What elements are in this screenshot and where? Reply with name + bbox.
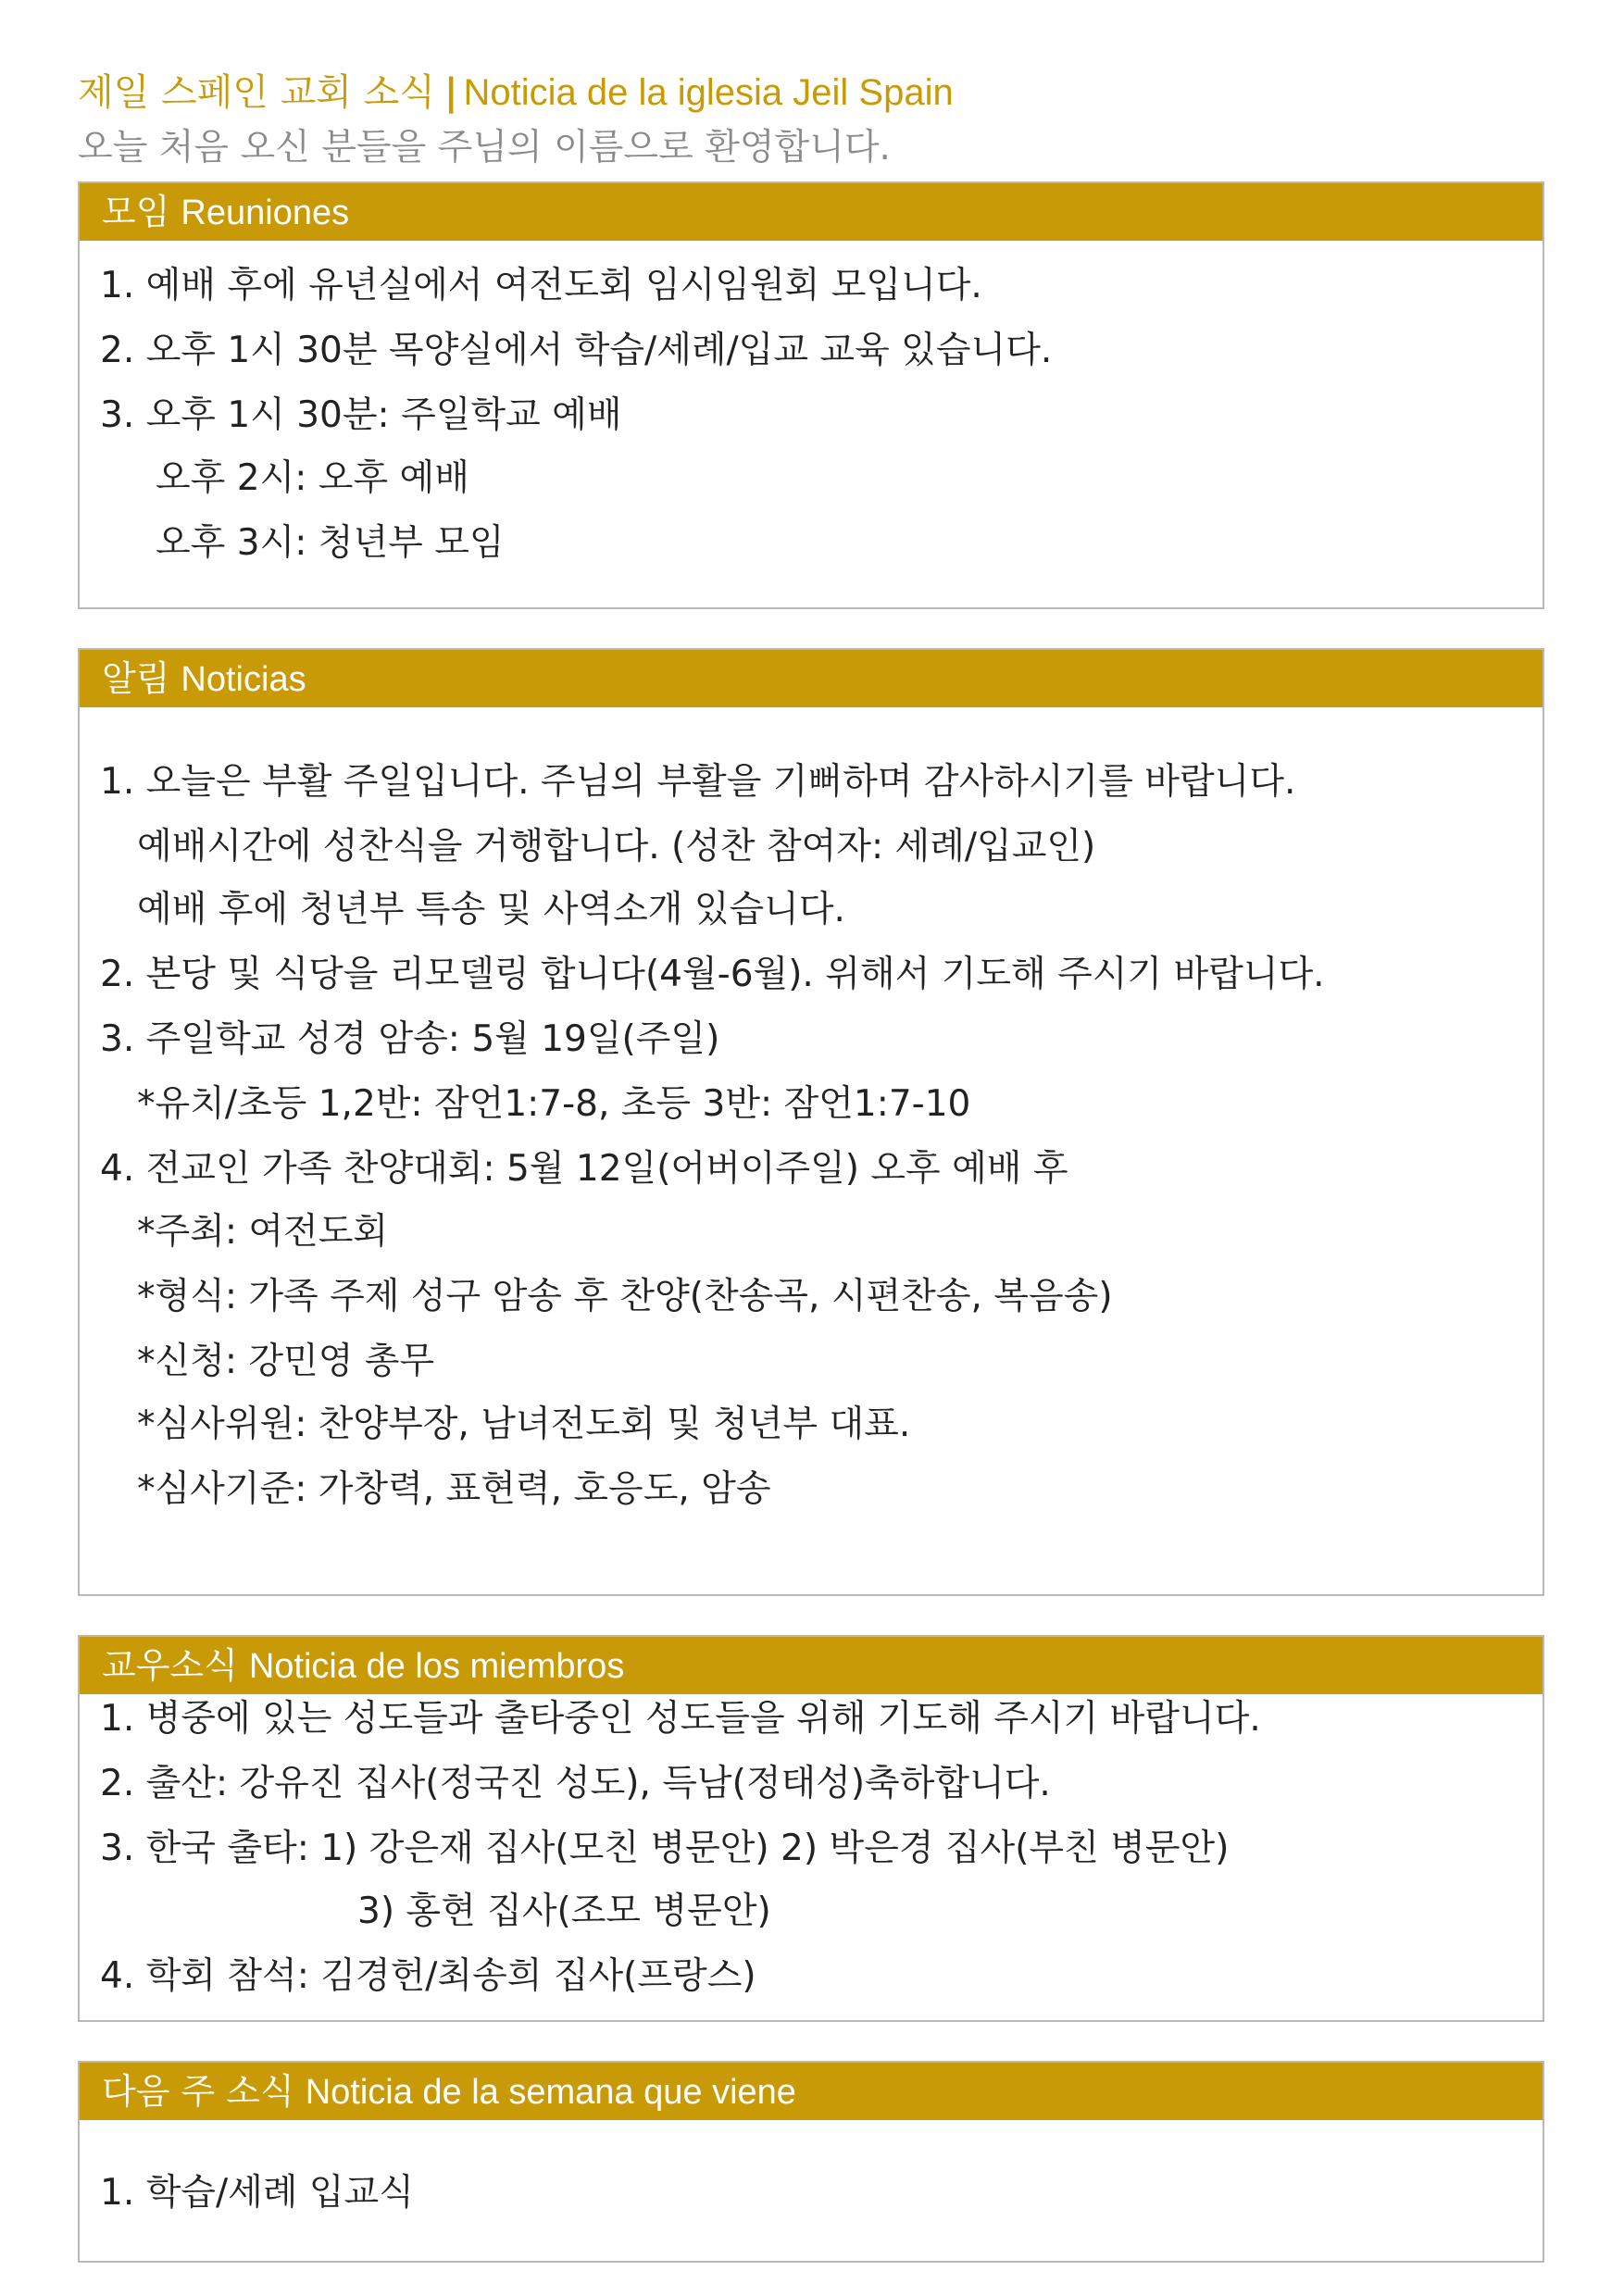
section-title-spanish: Noticias [181,660,306,699]
section-header [80,2063,1543,2120]
list-item: *형식: 가족 주제 성구 암송 후 찬양(찬송곡, 시편찬송, 복음송) [137,1276,1113,1317]
list-item: 예배 후에 청년부 특송 및 사역소개 있습니다. [137,889,845,930]
list-item: 1. 예배 후에 유년실에서 여전도회 임시임원회 모입니다. [100,265,982,306]
welcome-message: 오늘 처음 오신 분들을 주님의 이름으로 환영합니다. [78,127,891,168]
list-item: 3. 한국 출타: 1) 강은재 집사(모친 병문안) 2) 박은경 집사(부친 병문안) [100,1828,1230,1869]
section-title-spanish: Reuniones [181,193,350,232]
list-item: 2. 본당 및 식당을 리모델링 합니다(4월-6월). 위해서 기도해 주시기 바랍니다. [100,954,1325,995]
list-item: 예배시간에 성찬식을 거행합니다. (성찬 참여자: 세례/입교인) [137,826,1096,867]
list-item: 2. 오후 1시 30분 목양실에서 학습/세례/입교 교육 있습니다. [100,330,1053,371]
section-title-korean: 알림 [102,658,170,699]
list-item: 1. 학습/세례 입교식 [100,2172,414,2214]
section-header [80,650,1543,707]
list-item: *심사기준: 가창력, 표현력, 호응도, 암송 [137,1468,771,1510]
list-item: 1. 오늘은 부활 주일입니다. 주님의 부활을 기뻐하며 감사하시기를 바랍니다. [100,761,1296,803]
section-next-week [78,2061,1544,2263]
section-title-korean: 다음 주 소식 [102,2071,294,2112]
section-title-spanish: Noticia de los miembros [248,1647,625,1686]
section-title-spanish: Noticia de la semana que viene [305,2073,796,2112]
list-item: 1. 병중에 있는 성도들과 출타중인 성도들을 위해 기도해 주시기 바랍니다. [100,1698,1261,1740]
section-title-korean: 교우소식 [102,1645,238,1686]
bulletin-title [78,65,954,120]
section-notices [78,648,1544,1596]
bulletin-title-korean: 제일 스페인 교회 소식 [78,71,435,114]
list-item: *주최: 여전도회 [137,1211,389,1253]
list-item: 4. 학회 참석: 김경헌/최송희 집사(프랑스) [100,1955,756,1997]
title-separator: | [443,71,458,114]
section-header [80,1637,1543,1694]
list-item: 오후 3시: 청년부 모임 [156,522,505,564]
list-item: *심사위원: 찬양부장, 남녀전도회 및 청년부 대표. [137,1404,911,1445]
section-meetings [78,181,1544,609]
list-item: 4. 전교인 가족 찬양대회: 5월 12일(어버이주일) 오후 예배 후 [100,1148,1068,1190]
bulletin-title-spanish: Noticia de la iglesia Jeil Spain [463,72,954,113]
list-item: 3) 홍현 집사(조모 병문안) [357,1890,771,1932]
list-item: *유치/초등 1,2반: 잠언1:7-8, 초등 3반: 잠언1:7-10 [137,1083,971,1125]
list-item: 3. 오후 1시 30분: 주일학교 예배 [100,394,622,436]
list-item: *신청: 강민영 총무 [137,1341,435,1382]
section-member-news [78,1635,1544,2022]
section-title-korean: 모임 [102,192,170,232]
list-item: 2. 출산: 강유진 집사(정국진 성도), 득남(정태성)축하합니다. [100,1763,1051,1804]
list-item: 3. 주일학교 성경 암송: 5월 19일(주일) [100,1018,720,1060]
list-item: 오후 2시: 오후 예배 [156,457,469,499]
section-header [80,183,1543,241]
